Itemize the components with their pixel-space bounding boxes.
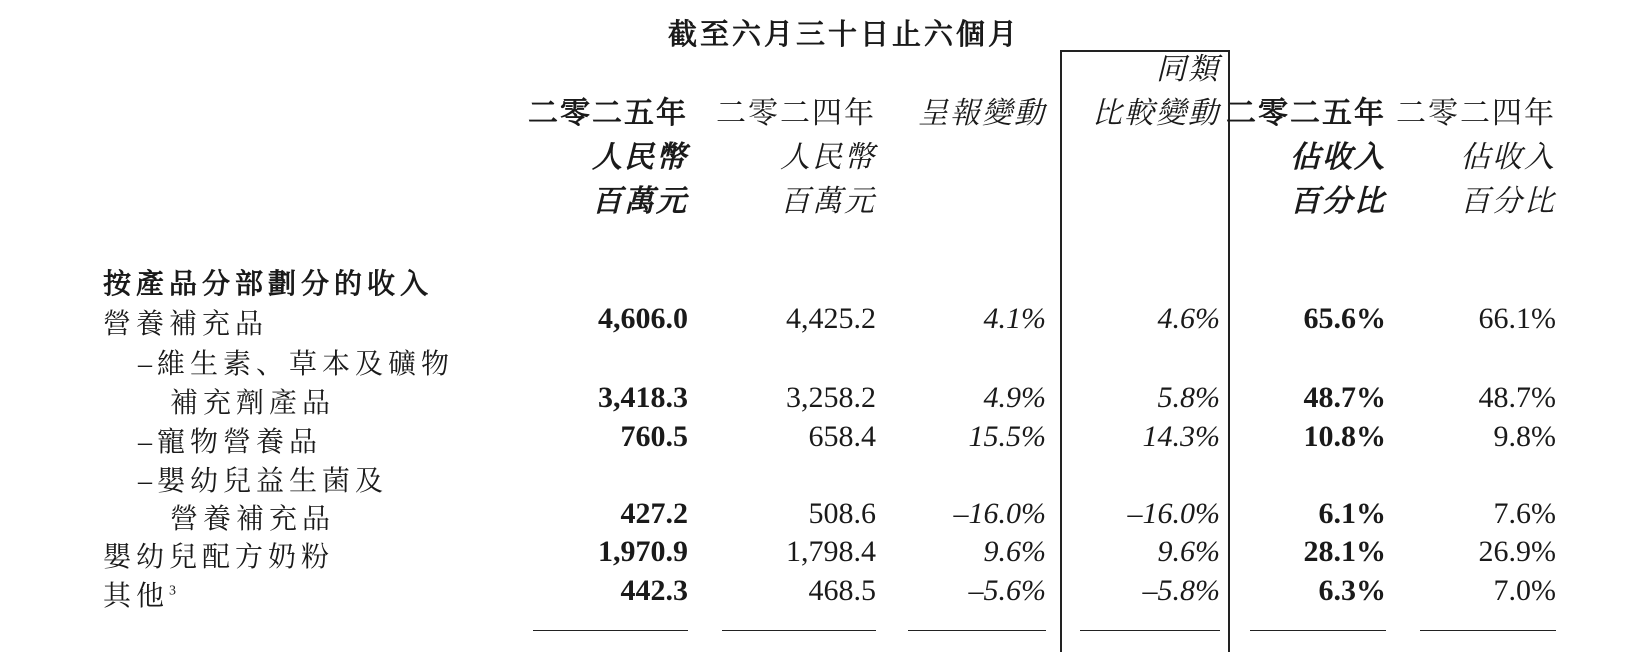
table-cell: 4.6%: [1157, 302, 1220, 335]
col-header-2024-pct: 二零二四年 佔收入 百分比: [1396, 97, 1556, 218]
table-cell: 468.5: [808, 574, 876, 607]
col-header-like-for-like-change: 同類 比較變動: [1092, 53, 1220, 130]
table-cell: 1,970.9: [598, 535, 688, 568]
table-cell: 9.6%: [983, 535, 1046, 568]
table-cell: 508.6: [808, 497, 876, 530]
rule-col-4: [1080, 630, 1220, 631]
row-label: –嬰幼兒益生菌及: [138, 466, 389, 497]
table-cell: –16.0%: [953, 497, 1046, 530]
table-cell: 4.9%: [983, 381, 1046, 414]
table-cell: 7.6%: [1493, 497, 1556, 530]
table-cell: 48.7%: [1478, 381, 1556, 414]
table-cell: 6.3%: [1318, 574, 1386, 607]
table-cell: 9.8%: [1493, 420, 1556, 453]
rule-col-1: [533, 630, 688, 631]
table-cell: 66.1%: [1478, 302, 1556, 335]
table-cell: 4,606.0: [598, 302, 688, 335]
table-cell: 658.4: [808, 420, 876, 453]
rule-col-6: [1420, 630, 1556, 631]
period-title: 截至六月三十日止六個月: [668, 19, 1021, 51]
col-header-2025-pct: 二零二五年 佔收入 百分比: [1226, 97, 1386, 218]
table-cell: 760.5: [620, 420, 688, 453]
table-cell: 3,418.3: [598, 381, 688, 414]
section-title: 按產品分部劃分的收入: [103, 269, 434, 300]
rule-col-2: [722, 630, 876, 631]
table-cell: 65.6%: [1303, 302, 1386, 335]
table-cell: 26.9%: [1478, 535, 1556, 568]
table-cell: 10.8%: [1303, 420, 1386, 453]
row-label: 其他$^3$: [103, 581, 182, 612]
table-cell: 5.8%: [1157, 381, 1220, 414]
rule-col-5: [1250, 630, 1386, 631]
row-label: 營養補充品: [103, 309, 269, 340]
col-header-2024-rmb: 二零二四年 人民幣 百萬元: [716, 97, 876, 218]
table-cell: –16.0%: [1127, 497, 1220, 530]
table-cell: 15.5%: [968, 420, 1046, 453]
table-cell: 442.3: [620, 574, 688, 607]
col-header-reported-change: 呈報變動: [918, 97, 1046, 130]
rule-col-3: [908, 630, 1046, 631]
row-label: –寵物營養品: [138, 427, 323, 458]
table-cell: 427.2: [620, 497, 688, 530]
table-cell: 1,798.4: [786, 535, 876, 568]
table-cell: –5.8%: [1142, 574, 1220, 607]
col-header-2025-rmb: 二零二五年 人民幣 百萬元: [528, 97, 688, 218]
row-label: –維生素、草本及礦物: [138, 349, 455, 380]
table-cell: 9.6%: [1157, 535, 1220, 568]
table-cell: –5.6%: [968, 574, 1046, 607]
table-cell: 3,258.2: [786, 381, 876, 414]
table-cell: 28.1%: [1303, 535, 1386, 568]
table-cell: 7.0%: [1493, 574, 1556, 607]
footnote-marker: 3: [169, 583, 182, 599]
table-cell: 14.3%: [1142, 420, 1220, 453]
table-cell: 48.7%: [1303, 381, 1386, 414]
row-label: 嬰幼兒配方奶粉: [103, 542, 335, 573]
table-cell: 6.1%: [1318, 497, 1386, 530]
row-label-cont: 補充劑產品: [170, 388, 336, 419]
row-label-cont: 營養補充品: [170, 504, 336, 535]
table-cell: 4.1%: [983, 302, 1046, 335]
table-cell: 4,425.2: [786, 302, 876, 335]
